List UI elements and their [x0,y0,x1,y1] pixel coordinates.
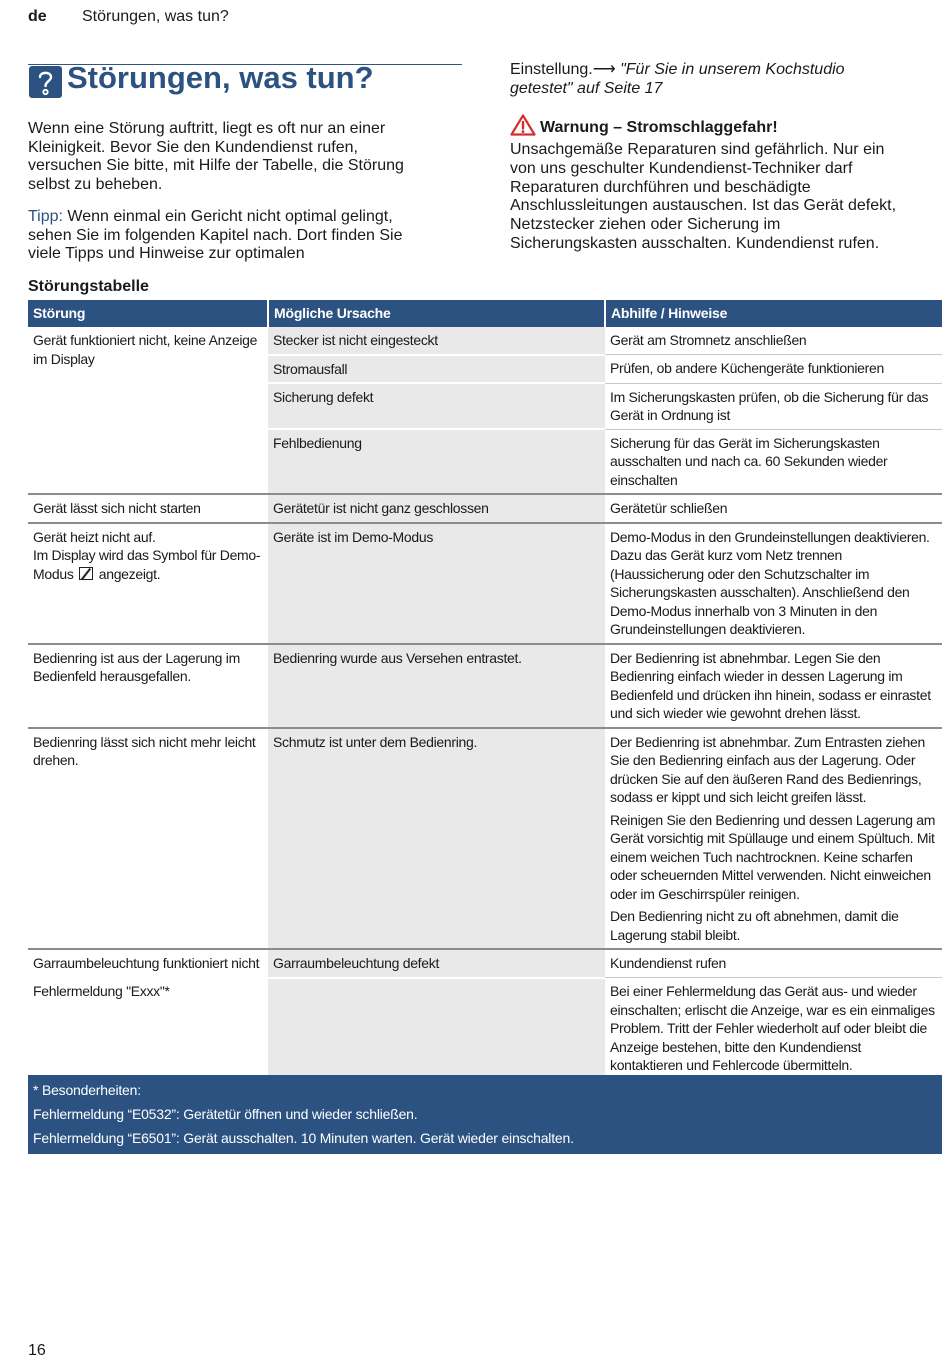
page-reference-link[interactable]: "Für Sie in unserem Kochstudio [615,61,845,78]
warning-line: Unsachgemäße Reparaturen sind gefährlich. Nur ein [510,141,885,158]
special-notes [28,1075,942,1154]
warning-line: Sicherungskasten ausschalten. Kundendienst rufen. [510,234,880,252]
cause-cell: Geräte ist im Demo-Modus [268,523,605,644]
continuation-text: Einstellung. [510,61,593,78]
page-reference-link-line2[interactable]: getestet" auf Seite 17 [510,79,663,97]
table-header-row [28,300,942,327]
cause-cell: Fehlbedienung [268,429,605,494]
fault-cell: Bedienring lässt sich nicht mehr leicht drehen. [28,728,268,950]
fault-cell: Gerät funktioniert nicht, keine Anzeige im Display [28,327,268,494]
tip-paragraph [28,208,468,264]
fault-cell: Gerät lässt sich nicht starten [28,494,268,523]
fault-cell: Garraumbeleuchtung funktioniert nicht [33,955,260,971]
cause-cell: Gerätetür ist nicht ganz geschlossen [268,494,605,523]
cause-cell: Schmutz ist unter dem Bedienring. [268,728,605,950]
fault-table [28,300,942,1079]
tip-line: Wenn einmal ein Gericht nicht optimal gelingt, [62,208,393,225]
header-language: de [28,8,47,25]
cause-cell: Stromausfall [268,355,605,384]
table-row [28,978,942,1079]
remedy-paragraph: Reinigen Sie den Bedienring und dessen Lagerung am Gerät vorsichtig mit Spüllauge und einem Spültuch. Mit einem weichen Tuch nachtrocknen. Keine scharfen oder scheuernden Mittel verwenden. Nicht einweichen oder im Geschirrspüler reinigen. [610,811,936,902]
intro-line: selbst zu beheben. [28,175,163,193]
column-header-fault: Störung [28,300,268,327]
tip-label: Tipp: [28,208,63,225]
column-header-remedy: Abhilfe / Hinweise [605,300,942,327]
continuation-paragraph [510,61,935,98]
table-row [28,327,942,355]
warning-line: Anschlussleitungen austauschen. Ist das Gerät defekt, [510,197,897,215]
cause-cell: Bedienring wurde aus Versehen entrastet. [268,644,605,728]
warning-title: Warnung – Stromschlaggefahr! [540,119,778,136]
notes-title: * Besonderheiten: [33,1082,141,1098]
remedy-cell: Im Sicherungskasten prüfen, ob die Sicherung für das Gerät in Ordnung ist [605,383,942,429]
remedy-cell: Kundendienst rufen [605,949,942,978]
fault-cell: Fehlermeldung "Exxx"* [33,982,170,999]
arrow-right-icon: ⟶ [592,61,616,78]
cause-cell: Garraumbeleuchtung defekt [268,949,605,978]
tip-line: sehen Sie im folgenden Kapitel nach. Dort finden Sie [28,226,403,244]
intro-line: versuchen Sie bitte, mit Hilfe der Tabelle, die Störung [28,157,404,175]
remedy-cell: Der Bedienring ist abnehmbar. Legen Sie den Bedienring einfach wieder in dessen Lagerung im Bedienfeld und drücken ihn hinein, sodass er einrastet und sich wieder wie gewohnt drehen lässt. [605,644,942,728]
cause-cell [268,978,605,1079]
fault-line: angezeigt. [98,565,161,582]
warning-triangle-icon [510,114,536,141]
table-caption: Störungstabelle [28,278,149,295]
cause-cell: Sicherung defekt [268,383,605,429]
remedy-cell: Bei einer Fehlermeldung das Gerät aus- und wieder einschalten; erlischt die Anzeige, war es ein einmaliges Problem. Tritt der Fehler wiederholt auf oder bleibt die Anzeige bestehen, bitte den Kundendienst kontaktieren und Fehlercode übermitteln. [610,983,935,1073]
warning-line: von uns geschulter Kundendienst-Techniker darf [510,159,853,177]
table-row [28,644,942,728]
cause-cell: Stecker ist nicht eingesteckt [268,327,605,355]
remedy-paragraph: Den Bedienring nicht zu oft abnehmen, damit die Lagerung stabil bleibt. [610,908,899,943]
fault-cell [28,523,268,644]
warning-line: Netzstecker ziehen oder Sicherung im [510,216,781,234]
column-header-cause: Mögliche Ursache [268,300,605,327]
demo-mode-icon [79,567,93,580]
remedy-cell: Gerät am Stromnetz anschließen [605,327,942,355]
warning-text [510,141,935,254]
page-heading: Störungen, was tun? [67,60,374,95]
remedy-cell [605,728,942,950]
table-row [28,494,942,523]
intro-paragraph [28,120,468,194]
notes-line: Fehlermeldung “E6501”: Gerät ausschalten. 10 Minuten warten. Gerät wieder einschalten. [33,1130,574,1146]
remedy-cell: Demo-Modus in den Grundeinstellungen deaktivieren. Dazu das Gerät kurz vom Netz trennen (Haussicherung oder den Schutzschalter im Sicherungskasten ausschalten). Anschließend den Demo-Modus innerhalb von 3 Minuten in den Grundeinstellungen deaktivieren. [605,523,942,644]
header-title: Störungen, was tun? [82,8,229,25]
table-row [28,728,942,950]
fault-line: Im Display wird das Symbol für Demo-Modus [33,547,261,582]
tip-line: viele Tipps und Hinweise zur optimalen [28,245,305,263]
table-row [28,523,942,644]
remedy-cell: Sicherung für das Gerät im Sicherungskasten ausschalten und nach ca. 60 Sekunden wieder einschalten [605,429,942,494]
fault-cell: Bedienring ist aus der Lagerung im Bedienfeld herausgefallen. [28,644,268,728]
page-number: 16 [28,1342,46,1359]
table-row [28,949,942,978]
remedy-cell: Prüfen, ob andere Küchengeräte funktionieren [605,355,942,384]
notes-line: Fehlermeldung “E0532”: Gerätetür öffnen und wieder schließen. [33,1106,418,1122]
warning-box [510,114,935,254]
intro-line: Kleinigkeit. Bevor Sie den Kundendienst rufen, [28,138,358,156]
question-icon [29,66,62,98]
remedy-cell: Gerätetür schließen [605,494,942,523]
remedy-paragraph: Der Bedienring ist abnehmbar. Zum Entrasten ziehen Sie den Bedienring einfach aus der Lagerung. Oder drücken Sie auf den äußeren Rand des Bedienrings, sodass er kippt und sich leicht greifen lässt. [610,733,925,805]
warning-line: Reparaturen durchführen und beschädigte [510,178,811,196]
intro-line: Wenn eine Störung auftritt, liegt es oft nur an einer [28,120,386,137]
fault-line: Gerät heizt nicht auf. [33,528,156,545]
